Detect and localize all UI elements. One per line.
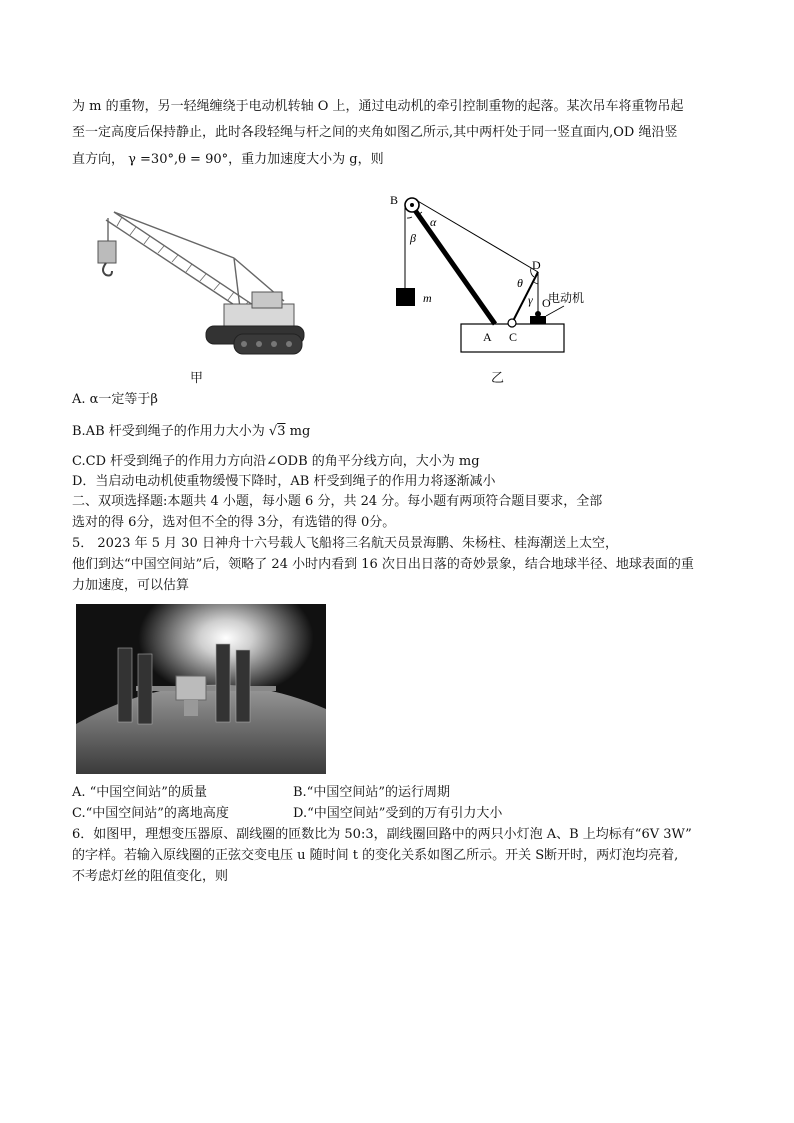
q5-stem-line-3: 力加速度，可以估算 <box>72 578 190 593</box>
label-C: C <box>509 330 518 344</box>
q4-option-c: C.CD 杆受到绳子的作用力方向沿∠ODB 的角平分线方向，大小为 mg <box>72 454 480 469</box>
label-gamma: γ <box>528 293 533 307</box>
q4-stem-line-2: 至一定高度后保持静止，此时各段轻绳与杆之间的夹角如图乙所示,其中两杆处于同一竖直面内,OD 绳沿竖 <box>72 125 678 140</box>
q4-option-a: A. α一定等于β <box>72 392 158 407</box>
label-motor: 电动机 <box>548 291 585 305</box>
q6-stem-line-2: 的字样。若输入原线圈的正弦交变电压 u 随时间 t 的变化关系如图乙所示。开关 S断开时，两灯泡均亮着, <box>72 848 679 863</box>
space-station-photo <box>76 604 326 774</box>
label-D: D <box>532 258 541 272</box>
section2-line-1: 二、双项选择题:本题共 4 小题，每小题 6 分，共 24 分。每小题有两项符合题目要求，全部 <box>72 494 603 509</box>
q4-option-b-suffix: mg <box>289 424 311 439</box>
q5-option-c: C.“中国空间站”的离地高度 <box>72 806 229 821</box>
q5-stem-line-1: 5． 2023 年 5 月 30 日神舟十六号载人飞船将三名航天员景海鹏、朱杨柱、桂海潮送上太空， <box>72 536 618 551</box>
q4-stem-line-1: 为 m 的重物，另一轻绳缠绕于电动机转轴 O 上，通过电动机的牵引控制重物的起落。某次吊车将重物吊起 <box>72 99 684 114</box>
label-A: A <box>483 330 492 344</box>
figure-caption-left: 甲 <box>190 371 204 386</box>
q6-stem-line-1: 6．如图甲，理想变压器原、副线圈的匝数比为 50:3，副线圈回路中的两只小灯泡 A、B 上均标有“6V 3W” <box>72 827 692 842</box>
crane-photo <box>84 196 316 361</box>
q4-option-d: D．当启动电动机使重物缓慢下降时，AB 杆受到绳子的作用力将逐渐减小 <box>72 474 496 489</box>
label-theta: θ <box>517 276 523 290</box>
label-O: O <box>542 296 551 310</box>
q5-option-b: B.“中国空间站”的运行周期 <box>293 785 450 800</box>
q4-option-b <box>72 424 310 440</box>
crane-force-diagram <box>386 190 586 360</box>
q5-option-d: D.“中国空间站”受到的万有引力大小 <box>293 806 503 821</box>
q4-stem-line-3: 直方向， γ =30°,θ = 90°，重力加速度大小为 g，则 <box>72 152 384 167</box>
q6-stem-line-3: 不考虑灯丝的阻值变化，则 <box>72 869 229 884</box>
q4-option-b-radicand: 3 <box>277 424 286 439</box>
q5-stem-line-2: 他们到达“中国空间站”后，领略了 24 小时内看到 16 次日出日落的奇妙景象，结合地球半径、地球表面的重 <box>72 557 694 572</box>
section2-line-2: 选对的得 6分，选对但不全的得 3分，有选错的得 0分。 <box>72 515 396 530</box>
q4-option-b-prefix: B.AB 杆受到绳子的作用力大小为 <box>72 424 265 439</box>
label-m: m <box>423 291 432 305</box>
label-B: B <box>390 193 399 207</box>
sqrt-symbol: √3 <box>268 424 286 439</box>
label-alpha: α <box>430 215 437 229</box>
figure-caption-right: 乙 <box>491 371 505 386</box>
label-beta: β <box>410 231 416 245</box>
q5-option-a: A. “中国空间站”的质量 <box>72 785 207 800</box>
